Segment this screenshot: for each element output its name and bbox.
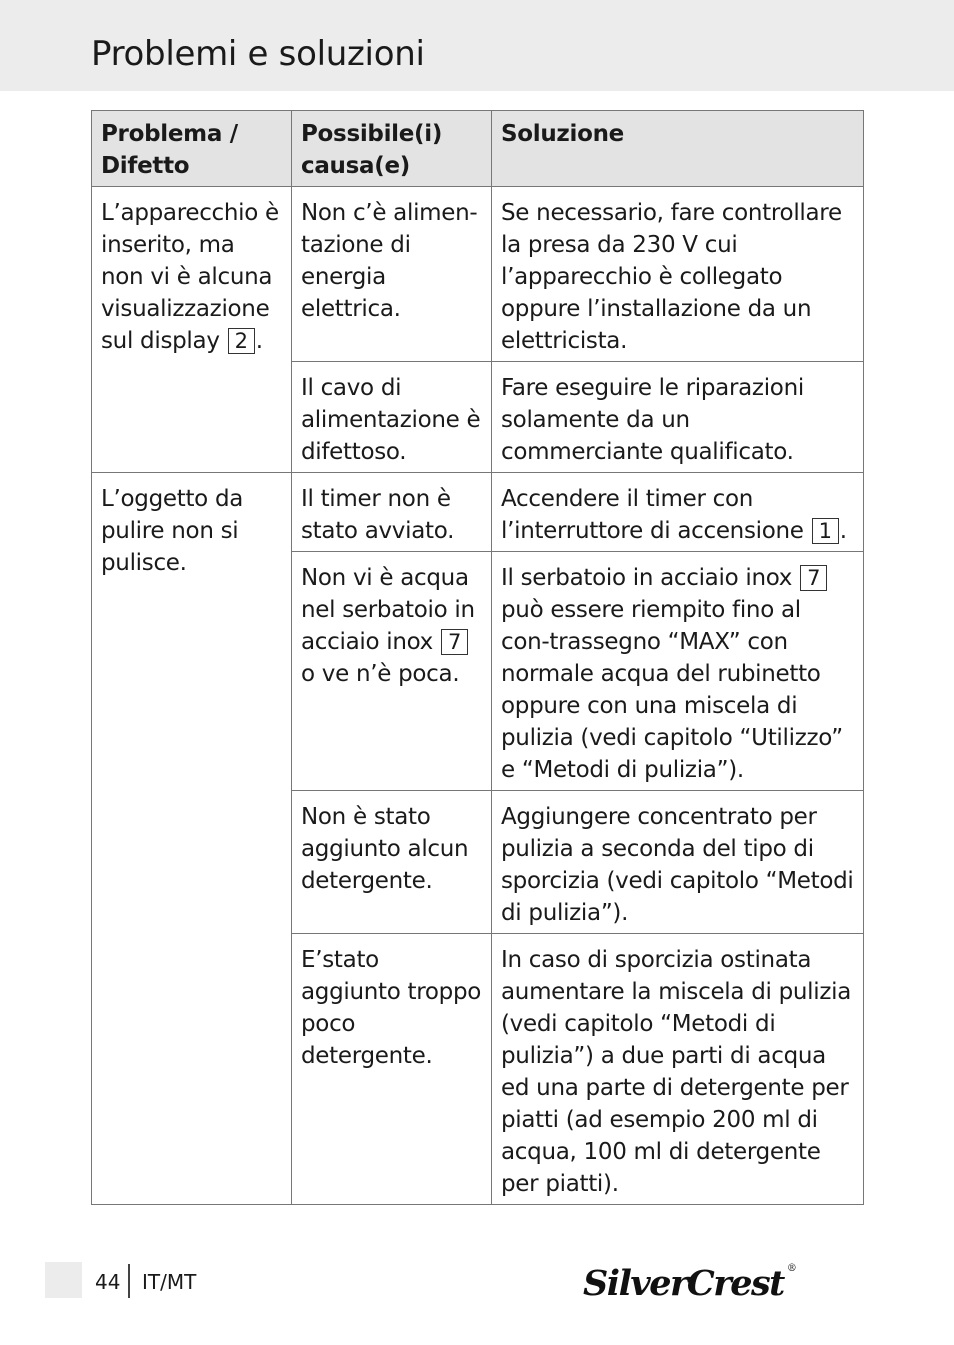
problem-cell (92, 473, 292, 1205)
silvercrest-logo (583, 1263, 797, 1303)
solution-text-end: . (839, 518, 847, 544)
cause-cell (292, 362, 492, 473)
solution-cell (492, 362, 864, 473)
cause-text: Non è stato aggiunto alcun detergente. (301, 804, 469, 894)
solution-cell (492, 791, 864, 934)
cause-text: Non c’è alimen-tazione di energia elettrica. (301, 200, 478, 322)
language-code: IT/MT (142, 1270, 197, 1294)
table-row (92, 187, 864, 362)
footer-divider (128, 1264, 130, 1298)
problem-text: L’apparecchio è inserito, ma non vi è alcuna visualizzazione sul display (101, 200, 279, 354)
problem-cell (92, 187, 292, 473)
cause-cell (292, 791, 492, 934)
footer-page-marker (45, 1262, 82, 1298)
column-header-problem: Problema / Difetto (92, 111, 292, 187)
solution-text: Aggiungere concentrato per pulizia a seconda del tipo di sporcizia (vedi capitolo “Metodi di pulizia”). (501, 804, 854, 926)
registered-mark: ® (786, 1263, 797, 1274)
reference-number: 2 (228, 328, 255, 354)
solution-text: Il serbatoio in acciaio inox (501, 565, 800, 591)
cause-cell (292, 552, 492, 791)
solution-text: Fare eseguire le riparazioni solamente da un commerciante qualificato. (501, 375, 804, 465)
table-header-row (92, 111, 864, 187)
troubleshooting-table (91, 110, 864, 1205)
solution-cell (492, 187, 864, 362)
table-row (92, 473, 864, 552)
cause-text: Il cavo di alimentazione è difettoso. (301, 375, 481, 465)
reference-number: 7 (441, 629, 468, 655)
problem-text: L’oggetto da pulire non si pulisce. (101, 486, 244, 576)
solution-text: In caso di sporcizia ostinata aumentare la miscela di pulizia (vedi capitolo “Metodi di pulizia”) a due parti di acqua ed una parte di detergente per piatti (ad esempio 200 ml di acqua, 100 ml di detergente per piatti). (501, 947, 852, 1197)
brand-name: SilverCrest (583, 1263, 784, 1304)
solution-text-end: può essere riempito fino al con-trassegno “MAX” con normale acqua del rubinetto oppure con una miscela di pulizia (vedi capitolo “Utilizzo” e “Metodi di pulizia”). (501, 597, 843, 783)
cause-cell (292, 187, 492, 362)
cause-text: E’stato aggiunto troppo poco detergente. (301, 947, 482, 1069)
cause-text: Non vi è acqua nel serbatoio in acciaio inox (301, 565, 475, 655)
cause-cell (292, 934, 492, 1205)
column-header-solution: Soluzione (492, 111, 864, 187)
solution-text: Se necessario, fare controllare la presa da 230 V cui l’apparecchio è collegato oppure l’installazione da un elettricista. (501, 200, 842, 354)
cause-cell (292, 473, 492, 552)
solution-cell (492, 552, 864, 791)
cause-text-end: o ve n’è poca. (301, 661, 460, 687)
solution-text: Accendere il timer con l’interruttore di accensione (501, 486, 811, 544)
reference-number: 7 (800, 565, 827, 591)
solution-cell (492, 473, 864, 552)
column-header-cause: Possibile(i) causa(e) (292, 111, 492, 187)
page-title: Problemi e soluzioni (91, 34, 425, 74)
reference-number: 1 (812, 518, 839, 544)
problem-text-end: . (255, 328, 263, 354)
solution-cell (492, 934, 864, 1205)
cause-text: Il timer non è stato avviato. (301, 486, 455, 544)
page-number: 44 (95, 1270, 121, 1294)
